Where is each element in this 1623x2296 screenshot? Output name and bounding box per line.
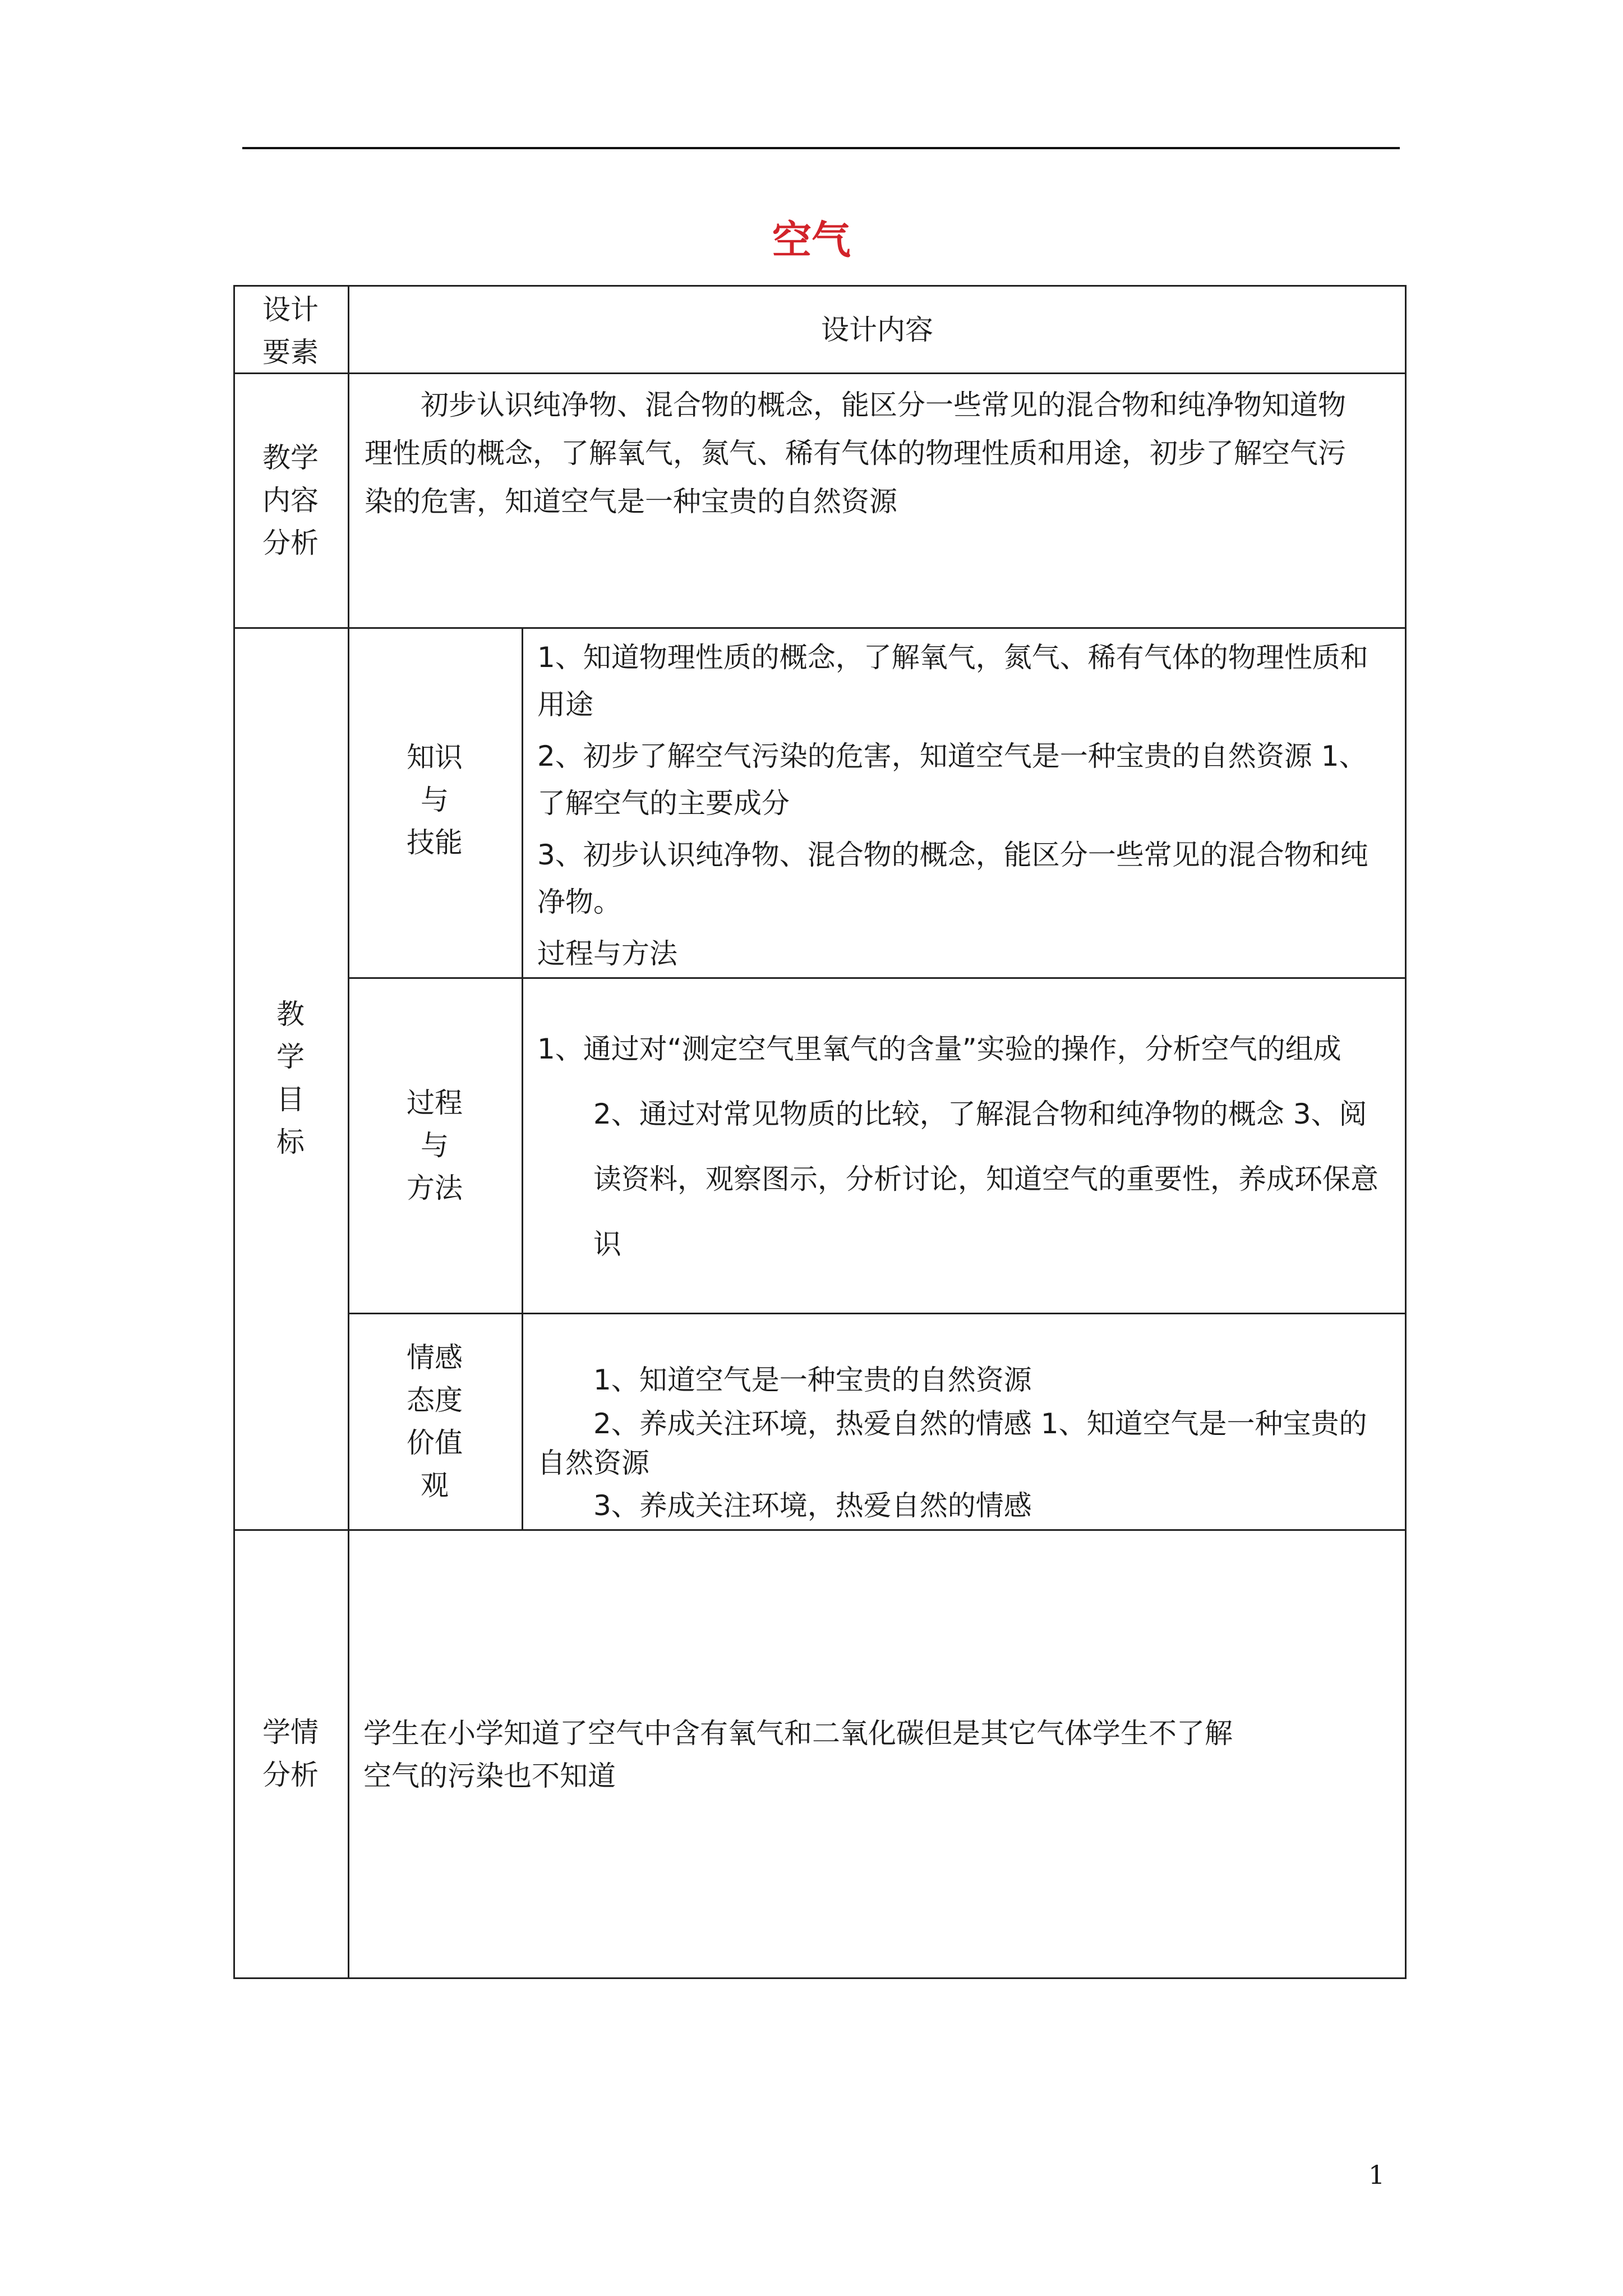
attitude-label-3: 价值 — [407, 1427, 463, 1459]
row-divider — [233, 1529, 1407, 1531]
row-divider — [348, 1313, 1407, 1314]
content-analysis-label-1: 教学 — [262, 441, 319, 474]
knowledge-line-2: 用途 — [537, 688, 593, 721]
attitude-line-1: 1、知道空气是一种宝贵的自然资源 — [593, 1364, 1032, 1396]
knowledge-line-6: 净物。 — [537, 886, 621, 918]
goals-label-4: 标 — [276, 1126, 305, 1158]
header-col2: 设计内容 — [821, 314, 933, 346]
knowledge-label-1: 知识 — [407, 741, 463, 774]
page-title: 空气 — [772, 217, 851, 263]
goals-label-1: 教 — [276, 998, 305, 1030]
process-line-3: 读资料，观察图示，分析讨论，知道空气的重要性，养成环保意 — [593, 1163, 1378, 1195]
knowledge-line-4: 了解空气的主要成分 — [537, 787, 790, 820]
row-divider — [348, 977, 1407, 979]
knowledge-line-7: 过程与方法 — [537, 937, 677, 970]
content-analysis-label-2: 内容 — [262, 484, 319, 517]
header-col1-line1: 设计 — [262, 293, 319, 326]
content-analysis-line-2: 理性质的概念，了解氧气，氮气、稀有气体的物理性质和用途，初步了解空气污 — [365, 437, 1346, 470]
knowledge-label-3: 技能 — [407, 826, 463, 859]
process-line-2: 2、通过对常见物质的比较，了解混合物和纯净物的概念 3、阅 — [593, 1098, 1367, 1130]
page-number: 1 — [1368, 2160, 1385, 2190]
process-line-1: 1、通过对“测定空气里氧气的含量”实验的操作，分析空气的组成 — [537, 1033, 1341, 1065]
attitude-label-2: 态度 — [407, 1384, 463, 1416]
student-analysis-label-1: 学情 — [262, 1716, 319, 1749]
row-divider — [233, 372, 1407, 374]
column-divider — [522, 627, 523, 1529]
header-rule — [242, 147, 1400, 149]
knowledge-line-3: 2、初步了解空气污染的危害，知道空气是一种宝贵的自然资源 1、 — [537, 740, 1367, 772]
goals-label-3: 目 — [276, 1083, 305, 1116]
content-analysis-line-1: 初步认识纯净物、混合物的概念，能区分一些常见的混合物和纯净物知道物 — [421, 389, 1346, 421]
student-analysis-line-1: 学生在小学知道了空气中含有氧气和二氧化碳但是其它气体学生不了解 — [363, 1717, 1233, 1750]
process-label-2: 与 — [421, 1129, 449, 1162]
content-analysis-label-3: 分析 — [262, 527, 319, 559]
goals-label-2: 学 — [276, 1041, 305, 1073]
attitude-line-2: 2、养成关注环境，热爱自然的情感 1、知道空气是一种宝贵的 — [593, 1407, 1367, 1440]
attitude-line-4: 3、养成关注环境，热爱自然的情感 — [593, 1489, 1032, 1522]
process-label-3: 方法 — [407, 1172, 463, 1204]
knowledge-label-2: 与 — [421, 784, 449, 816]
header-col1-line2: 要素 — [262, 336, 319, 369]
student-analysis-line-2: 空气的污染也不知道 — [363, 1760, 616, 1792]
student-analysis-label-2: 分析 — [262, 1759, 319, 1791]
attitude-label-4: 观 — [421, 1469, 449, 1502]
knowledge-line-5: 3、初步认识纯净物、混合物的概念，能区分一些常见的混合物和纯 — [537, 839, 1368, 871]
knowledge-line-1: 1、知道物理性质的概念，了解氧气，氮气、稀有气体的物理性质和 — [537, 641, 1368, 674]
process-label-1: 过程 — [407, 1087, 463, 1119]
attitude-line-3: 自然资源 — [537, 1447, 649, 1479]
content-analysis-line-3: 染的危害，知道空气是一种宝贵的自然资源 — [365, 485, 897, 518]
process-line-4: 识 — [593, 1228, 621, 1260]
attitude-label-1: 情感 — [407, 1341, 463, 1374]
row-divider — [233, 627, 1407, 629]
